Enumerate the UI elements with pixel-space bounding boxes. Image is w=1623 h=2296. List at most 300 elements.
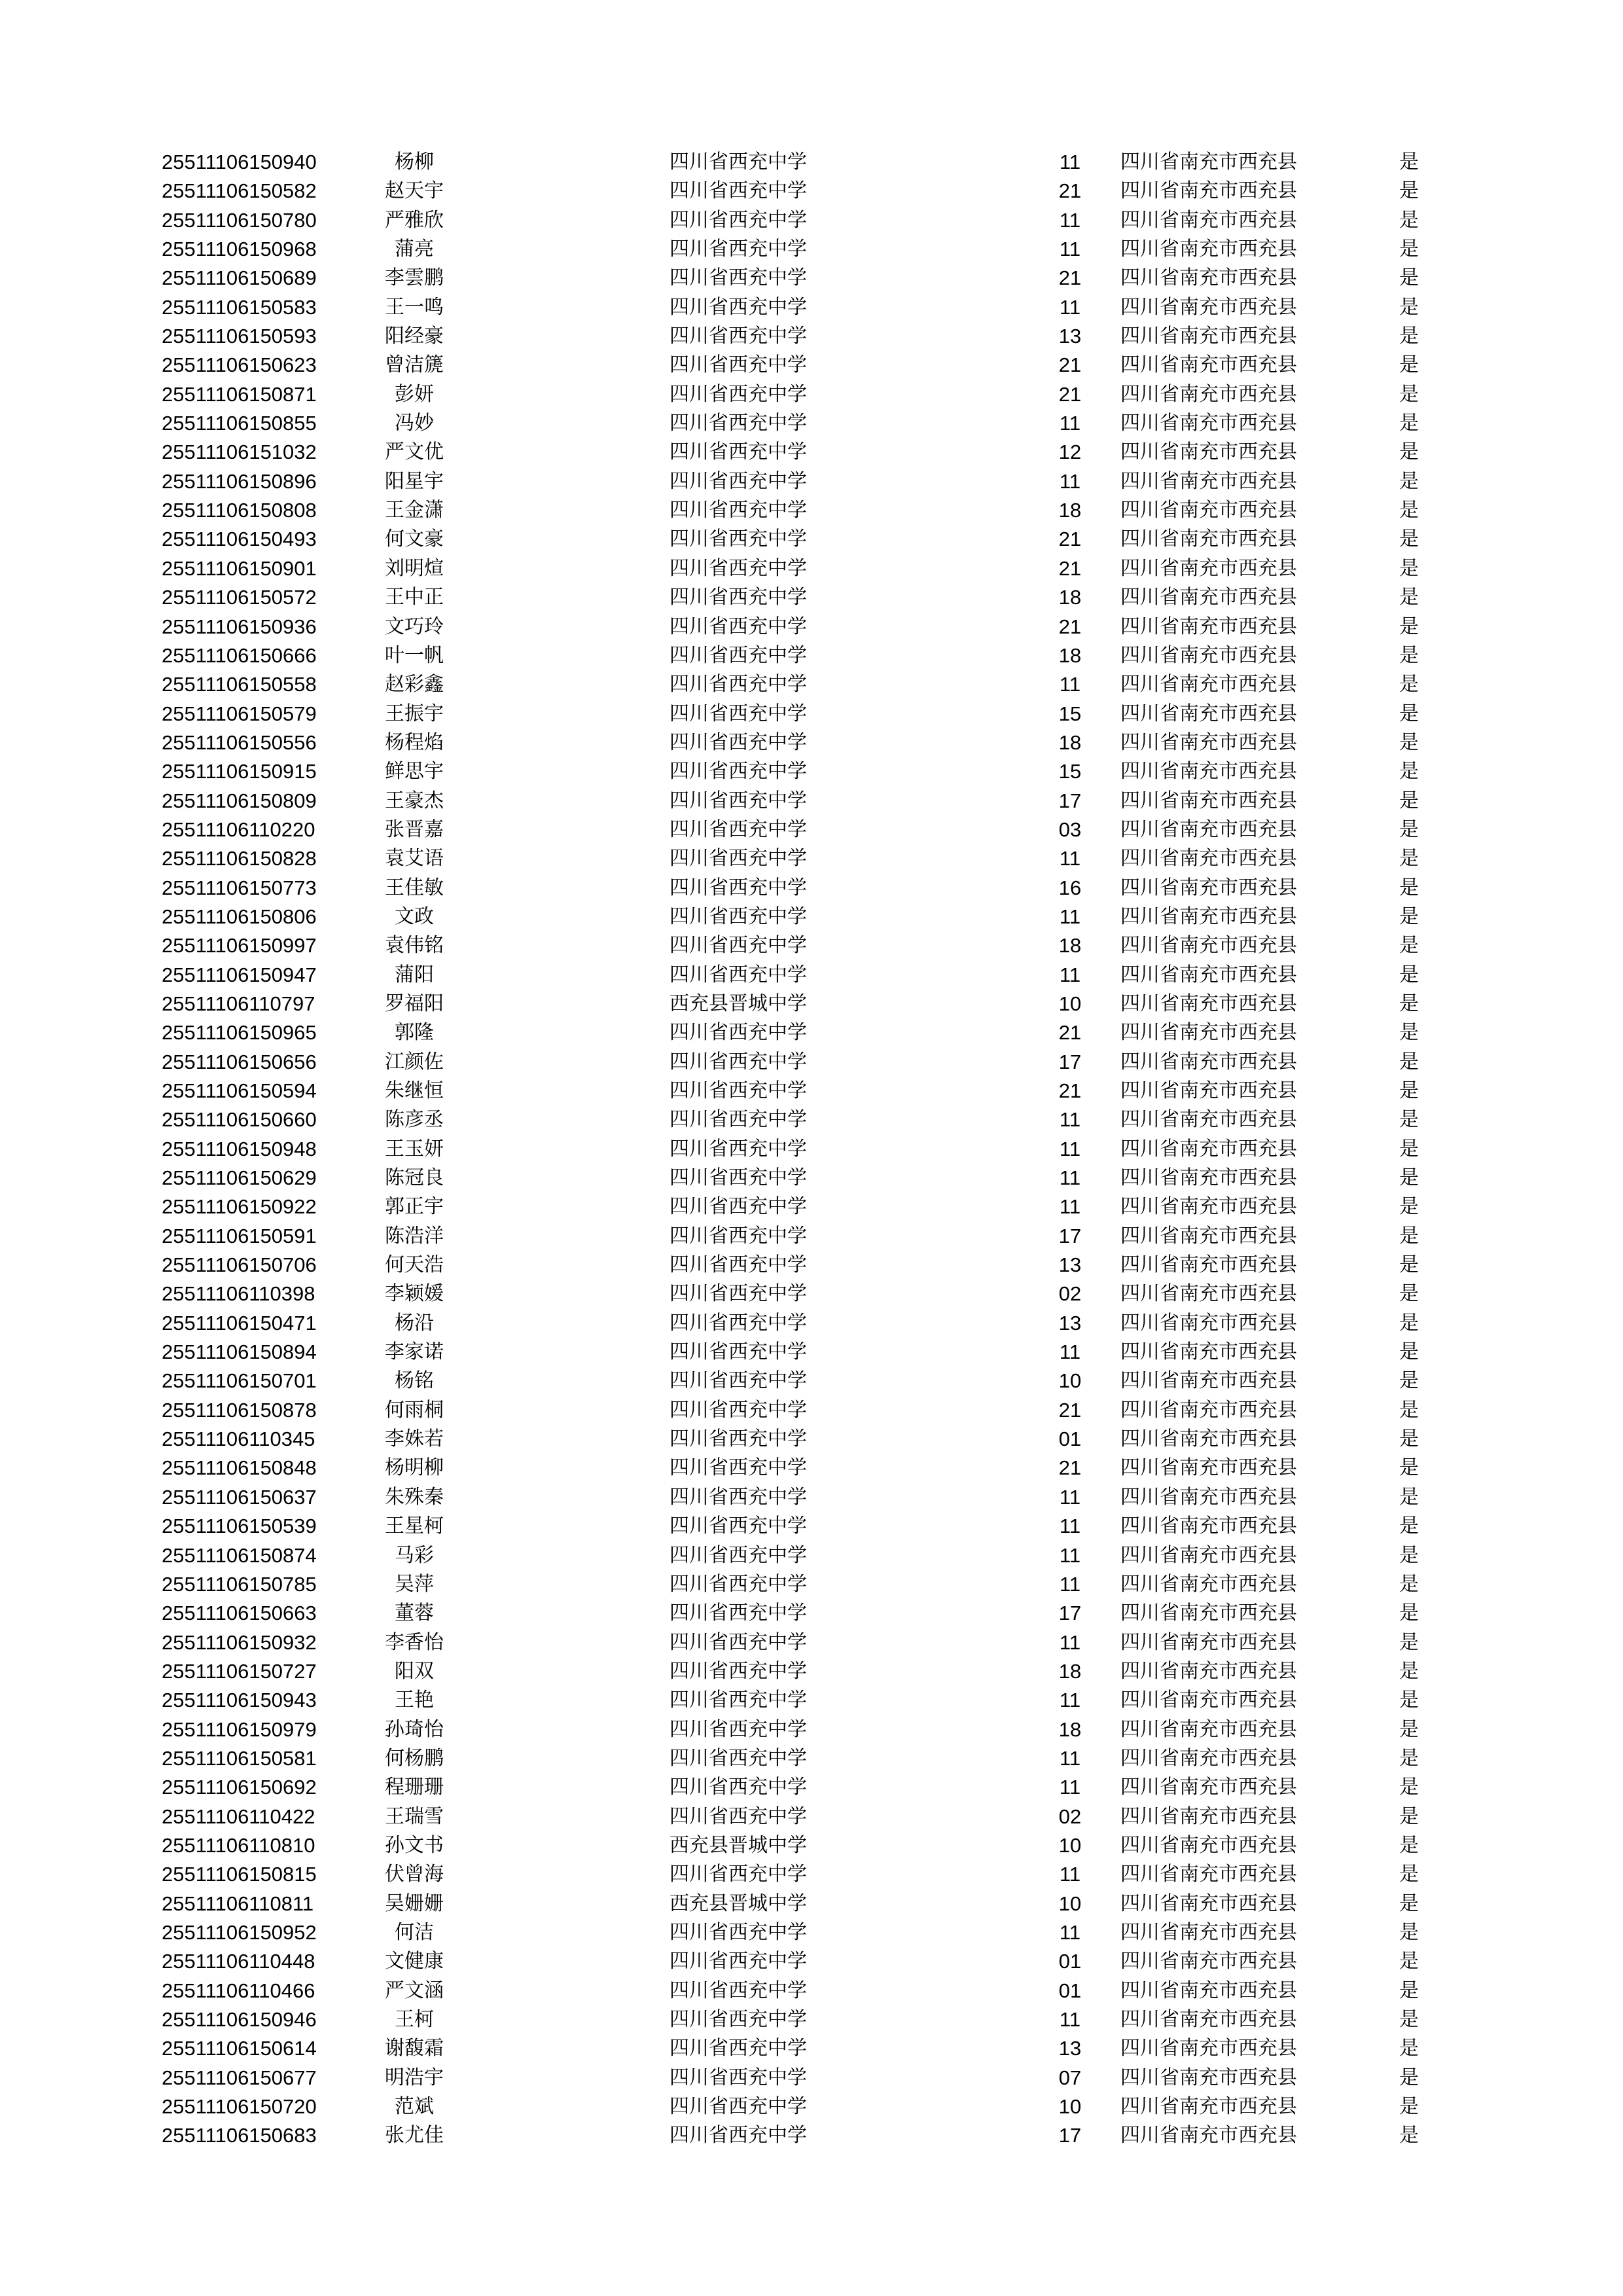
eligibility-flag-cell: 是 (1399, 789, 1419, 812)
exam-id-cell: 25511106150727 (162, 1659, 317, 1683)
exam-id-cell: 25511106151032 (162, 440, 317, 464)
region-cell: 四川省南充市西充县 (1120, 179, 1297, 203)
school-cell: 西充县晋城中学 (669, 1892, 807, 1915)
eligibility-flag-cell: 是 (1399, 1195, 1419, 1219)
category-code-cell: 21 (1058, 615, 1082, 638)
region-cell: 四川省南充市西充县 (1120, 1340, 1297, 1364)
region-cell: 四川省南充市西充县 (1120, 469, 1297, 493)
eligibility-flag-cell: 是 (1399, 353, 1419, 377)
eligibility-flag-cell: 是 (1399, 847, 1419, 870)
student-name-cell: 王瑞雪 (385, 1804, 444, 1828)
exam-id-cell: 25511106150614 (162, 2037, 317, 2060)
exam-id-cell: 25511106150773 (162, 876, 317, 899)
eligibility-flag-cell: 是 (1399, 151, 1419, 173)
eligibility-flag-cell: 是 (1399, 556, 1419, 580)
exam-id-cell: 25511106150637 (162, 1485, 317, 1509)
student-name-cell: 张晋嘉 (385, 817, 444, 841)
student-name-cell: 严文优 (385, 440, 444, 464)
exam-id-cell: 25511106150666 (162, 643, 317, 667)
eligibility-flag-cell: 是 (1399, 325, 1419, 348)
school-cell: 四川省西充中学 (669, 760, 807, 783)
exam-id-cell: 25511106150583 (162, 295, 317, 319)
table-row (0, 409, 1623, 438)
table-row (0, 148, 1623, 177)
region-cell: 四川省南充市西充县 (1120, 760, 1297, 783)
school-cell: 四川省西充中学 (669, 382, 807, 406)
student-name-cell: 董蓉 (395, 1602, 434, 1625)
table-row (0, 1541, 1623, 1570)
table-row (0, 1860, 1623, 1889)
region-cell: 四川省南充市西充县 (1120, 586, 1297, 609)
table-row (0, 1599, 1623, 1628)
eligibility-flag-cell: 是 (1399, 266, 1419, 290)
eligibility-flag-cell: 是 (1399, 586, 1419, 609)
eligibility-flag-cell: 是 (1399, 963, 1419, 986)
exam-id-cell: 25511106150894 (162, 1340, 317, 1364)
region-cell: 四川省南充市西充县 (1120, 1833, 1297, 1857)
eligibility-flag-cell: 是 (1399, 730, 1419, 754)
student-name-cell: 李颖媛 (385, 1282, 444, 1306)
school-cell: 四川省西充中学 (669, 1979, 807, 2002)
table-row (0, 2064, 1623, 2092)
table-row (0, 670, 1623, 699)
region-cell: 四川省南充市西充县 (1120, 1050, 1297, 1073)
eligibility-flag-cell: 是 (1399, 1050, 1419, 1073)
table-row (0, 583, 1623, 612)
school-cell: 四川省西充中学 (669, 499, 807, 522)
table-row (0, 1077, 1623, 1105)
category-code-cell: 01 (1058, 1950, 1082, 1973)
exam-id-cell: 25511106150943 (162, 1689, 317, 1712)
region-cell: 四川省南充市西充县 (1120, 1137, 1297, 1160)
exam-id-cell: 25511106150932 (162, 1630, 317, 1654)
eligibility-flag-cell: 是 (1399, 1717, 1419, 1741)
exam-id-cell: 25511106150656 (162, 1050, 317, 1073)
region-cell: 四川省南充市西充县 (1120, 1979, 1297, 2002)
region-cell: 四川省南充市西充县 (1120, 847, 1297, 870)
region-cell: 四川省南充市西充县 (1120, 556, 1297, 580)
region-cell: 四川省南充市西充县 (1120, 1485, 1297, 1509)
student-name-cell: 严文涵 (385, 1979, 444, 2002)
school-cell: 四川省西充中学 (669, 1515, 807, 1538)
exam-id-cell: 25511106110797 (162, 992, 315, 1015)
school-cell: 四川省西充中学 (669, 1050, 807, 1073)
category-code-cell: 11 (1059, 1689, 1081, 1712)
table-row (0, 1744, 1623, 1773)
region-cell: 四川省南充市西充县 (1120, 1602, 1297, 1625)
region-cell: 四川省南充市西充县 (1120, 1746, 1297, 1770)
category-code-cell: 11 (1059, 412, 1081, 435)
table-row (0, 1512, 1623, 1541)
region-cell: 四川省南充市西充县 (1120, 992, 1297, 1015)
student-name-cell: 蒲亮 (395, 238, 434, 261)
exam-id-cell: 25511106110810 (162, 1833, 315, 1857)
eligibility-flag-cell: 是 (1399, 1398, 1419, 1422)
category-code-cell: 21 (1058, 382, 1082, 406)
exam-id-cell: 25511106150706 (162, 1253, 317, 1277)
exam-id-cell: 25511106150871 (162, 382, 317, 406)
table-row (0, 2005, 1623, 2034)
eligibility-flag-cell: 是 (1399, 615, 1419, 638)
table-row (0, 264, 1623, 293)
table-row (0, 787, 1623, 816)
school-cell: 四川省西充中学 (669, 1079, 807, 1102)
exam-id-cell: 25511106150855 (162, 412, 317, 435)
eligibility-flag-cell: 是 (1399, 1108, 1419, 1132)
student-name-cell: 朱继恒 (385, 1079, 444, 1102)
eligibility-flag-cell: 是 (1399, 1079, 1419, 1102)
region-cell: 四川省南充市西充县 (1120, 1950, 1297, 1973)
student-name-cell: 王佳敏 (385, 876, 444, 899)
category-code-cell: 17 (1058, 1224, 1082, 1247)
region-cell: 四川省南充市西充县 (1120, 1311, 1297, 1335)
exam-id-cell: 25511106150809 (162, 789, 317, 812)
school-cell: 四川省西充中学 (669, 847, 807, 870)
student-name-cell: 陈冠良 (385, 1166, 444, 1190)
eligibility-flag-cell: 是 (1399, 2095, 1419, 2119)
eligibility-flag-cell: 是 (1399, 1689, 1419, 1712)
exam-id-cell: 25511106110220 (162, 817, 315, 841)
eligibility-flag-cell: 是 (1399, 1224, 1419, 1247)
exam-id-cell: 25511106150968 (162, 238, 317, 261)
region-cell: 四川省南充市西充县 (1120, 1543, 1297, 1567)
category-code-cell: 11 (1059, 1137, 1081, 1160)
school-cell: 四川省西充中学 (669, 730, 807, 754)
student-name-cell: 阳经豪 (385, 325, 444, 348)
table-row (0, 961, 1623, 990)
exam-id-cell: 25511106150997 (162, 934, 317, 958)
table-row (0, 554, 1623, 583)
student-name-cell: 何文豪 (385, 528, 444, 551)
school-cell: 四川省西充中学 (669, 151, 807, 173)
school-cell: 四川省西充中学 (669, 1137, 807, 1160)
eligibility-flag-cell: 是 (1399, 528, 1419, 551)
school-cell: 四川省西充中学 (669, 1166, 807, 1190)
exam-id-cell: 25511106150556 (162, 730, 317, 754)
category-code-cell: 21 (1058, 266, 1082, 290)
exam-id-cell: 25511106150915 (162, 760, 317, 783)
exam-id-cell: 25511106150683 (162, 2124, 317, 2147)
region-cell: 四川省南充市西充县 (1120, 1456, 1297, 1480)
category-code-cell: 15 (1058, 760, 1082, 783)
region-cell: 四川省南充市西充县 (1120, 1804, 1297, 1828)
eligibility-flag-cell: 是 (1399, 1253, 1419, 1277)
school-cell: 四川省西充中学 (669, 1746, 807, 1770)
table-row (0, 700, 1623, 728)
exam-id-cell: 25511106150936 (162, 615, 317, 638)
student-name-cell: 阳双 (395, 1659, 434, 1683)
region-cell: 四川省南充市西充县 (1120, 2037, 1297, 2060)
school-cell: 四川省西充中学 (669, 1340, 807, 1364)
table-row (0, 844, 1623, 873)
table-row (0, 874, 1623, 903)
region-cell: 四川省南充市西充县 (1120, 208, 1297, 232)
school-cell: 四川省西充中学 (669, 817, 807, 841)
eligibility-flag-cell: 是 (1399, 876, 1419, 899)
exam-id-cell: 25511106150948 (162, 1137, 317, 1160)
school-cell: 四川省西充中学 (669, 1630, 807, 1654)
student-name-cell: 冯妙 (395, 412, 434, 435)
category-code-cell: 01 (1058, 1979, 1082, 2002)
category-code-cell: 11 (1059, 1920, 1081, 1944)
school-cell: 四川省西充中学 (669, 1311, 807, 1335)
table-row (0, 467, 1623, 496)
exam-id-cell: 25511106150808 (162, 499, 317, 522)
category-code-cell: 21 (1058, 556, 1082, 580)
school-cell: 四川省西充中学 (669, 469, 807, 493)
category-code-cell: 10 (1058, 1369, 1082, 1393)
school-cell: 四川省西充中学 (669, 2095, 807, 2119)
category-code-cell: 21 (1058, 1456, 1082, 1480)
region-cell: 四川省南充市西充县 (1120, 1630, 1297, 1654)
table-row (0, 1105, 1623, 1134)
school-cell: 四川省西充中学 (669, 1863, 807, 1886)
eligibility-flag-cell: 是 (1399, 1515, 1419, 1538)
student-name-cell: 王中正 (385, 586, 444, 609)
table-row (0, 1947, 1623, 1976)
school-cell: 四川省西充中学 (669, 934, 807, 958)
student-name-cell: 王艳 (395, 1689, 434, 1712)
school-cell: 四川省西充中学 (669, 1456, 807, 1480)
student-name-cell: 鲜思宇 (385, 760, 444, 783)
student-name-cell: 孙文书 (385, 1833, 444, 1857)
eligibility-flag-cell: 是 (1399, 179, 1419, 203)
eligibility-flag-cell: 是 (1399, 382, 1419, 406)
category-code-cell: 11 (1059, 151, 1081, 173)
region-cell: 四川省南充市西充县 (1120, 2008, 1297, 2031)
exam-id-cell: 25511106150558 (162, 673, 317, 696)
category-code-cell: 03 (1058, 817, 1082, 841)
table-row (0, 1803, 1623, 1831)
school-cell: 西充县晋城中学 (669, 1833, 807, 1857)
student-name-cell: 王振宇 (385, 702, 444, 725)
school-cell: 四川省西充中学 (669, 963, 807, 986)
exam-id-cell: 25511106150593 (162, 325, 317, 348)
category-code-cell: 11 (1059, 208, 1081, 232)
category-code-cell: 13 (1058, 1253, 1082, 1277)
region-cell: 四川省南充市西充县 (1120, 1515, 1297, 1538)
student-name-cell: 陈浩洋 (385, 1224, 444, 1247)
table-row (0, 1135, 1623, 1164)
exam-id-cell: 25511106150940 (162, 151, 317, 173)
school-cell: 四川省西充中学 (669, 789, 807, 812)
table-row (0, 438, 1623, 467)
student-name-cell: 严雅欣 (385, 208, 444, 232)
school-cell: 四川省西充中学 (669, 1485, 807, 1509)
student-name-cell: 刘明煊 (385, 556, 444, 580)
school-cell: 四川省西充中学 (669, 1282, 807, 1306)
exam-id-cell: 25511106150874 (162, 1543, 317, 1567)
student-name-cell: 马彩 (395, 1543, 434, 1567)
exam-id-cell: 25511106150785 (162, 1572, 317, 1596)
category-code-cell: 13 (1058, 325, 1082, 348)
table-row (0, 235, 1623, 264)
exam-id-cell: 25511106150952 (162, 1920, 317, 1944)
category-code-cell: 10 (1058, 1892, 1082, 1915)
school-cell: 四川省西充中学 (669, 1717, 807, 1741)
category-code-cell: 17 (1058, 1602, 1082, 1625)
eligibility-flag-cell: 是 (1399, 499, 1419, 522)
table-row (0, 1280, 1623, 1308)
table-row (0, 903, 1623, 931)
eligibility-flag-cell: 是 (1399, 238, 1419, 261)
student-name-cell: 王玉妍 (385, 1137, 444, 1160)
school-cell: 四川省西充中学 (669, 266, 807, 290)
eligibility-flag-cell: 是 (1399, 673, 1419, 696)
student-name-cell: 赵天宇 (385, 179, 444, 203)
school-cell: 四川省西充中学 (669, 1398, 807, 1422)
school-cell: 四川省西充中学 (669, 528, 807, 551)
region-cell: 四川省南充市西充县 (1120, 1776, 1297, 1799)
category-code-cell: 15 (1058, 702, 1082, 725)
region-cell: 四川省南充市西充县 (1120, 1892, 1297, 1915)
student-name-cell: 何雨桐 (385, 1398, 444, 1422)
school-cell: 四川省西充中学 (669, 702, 807, 725)
student-name-cell: 蒲阳 (395, 963, 434, 986)
eligibility-flag-cell: 是 (1399, 2037, 1419, 2060)
region-cell: 四川省南充市西充县 (1120, 730, 1297, 754)
table-row (0, 351, 1623, 380)
student-name-cell: 王星柯 (385, 1515, 444, 1538)
exam-id-cell: 25511106150965 (162, 1021, 317, 1045)
school-cell: 四川省西充中学 (669, 1224, 807, 1247)
category-code-cell: 02 (1058, 1804, 1082, 1828)
region-cell: 四川省南充市西充县 (1120, 934, 1297, 958)
student-name-cell: 叶一帆 (385, 643, 444, 667)
school-cell: 四川省西充中学 (669, 238, 807, 261)
category-code-cell: 10 (1058, 992, 1082, 1015)
eligibility-flag-cell: 是 (1399, 2008, 1419, 2031)
school-cell: 四川省西充中学 (669, 440, 807, 464)
category-code-cell: 11 (1059, 2008, 1081, 2031)
category-code-cell: 11 (1059, 1863, 1081, 1886)
exam-id-cell: 25511106150828 (162, 847, 317, 870)
category-code-cell: 18 (1058, 586, 1082, 609)
school-cell: 四川省西充中学 (669, 2124, 807, 2147)
table-row (0, 728, 1623, 757)
student-name-cell: 杨柳 (395, 151, 434, 173)
category-code-cell: 11 (1059, 295, 1081, 319)
school-cell: 四川省西充中学 (669, 1659, 807, 1683)
school-cell: 四川省西充中学 (669, 295, 807, 319)
exam-id-cell: 25511106150591 (162, 1224, 317, 1247)
eligibility-flag-cell: 是 (1399, 992, 1419, 1015)
school-cell: 四川省西充中学 (669, 1543, 807, 1567)
school-cell: 四川省西充中学 (669, 1427, 807, 1451)
student-name-cell: 王一鸣 (385, 295, 444, 319)
region-cell: 四川省南充市西充县 (1120, 1689, 1297, 1712)
category-code-cell: 17 (1058, 2124, 1082, 2147)
eligibility-flag-cell: 是 (1399, 440, 1419, 464)
student-name-cell: 李香怡 (385, 1630, 444, 1654)
student-name-cell: 杨明柳 (385, 1456, 444, 1480)
exam-id-cell: 25511106150947 (162, 963, 317, 986)
table-row (0, 2034, 1623, 2063)
exam-id-cell: 25511106150677 (162, 2066, 317, 2089)
eligibility-flag-cell: 是 (1399, 1456, 1419, 1480)
region-cell: 四川省南充市西充县 (1120, 1920, 1297, 1944)
category-code-cell: 10 (1058, 1833, 1082, 1857)
eligibility-flag-cell: 是 (1399, 1369, 1419, 1393)
eligibility-flag-cell: 是 (1399, 208, 1419, 232)
exam-id-cell: 25511106150806 (162, 905, 317, 928)
table-row (0, 177, 1623, 206)
school-cell: 四川省西充中学 (669, 1689, 807, 1712)
exam-id-cell: 25511106150539 (162, 1515, 317, 1538)
category-code-cell: 18 (1058, 934, 1082, 958)
category-code-cell: 11 (1059, 1195, 1081, 1219)
student-name-cell: 文巧玲 (385, 615, 444, 638)
student-name-cell: 彭妍 (395, 382, 434, 406)
eligibility-flag-cell: 是 (1399, 1804, 1419, 1828)
exam-id-cell: 25511106110398 (162, 1282, 315, 1306)
category-code-cell: 11 (1059, 1515, 1081, 1538)
category-code-cell: 18 (1058, 1659, 1082, 1683)
category-code-cell: 02 (1058, 1282, 1082, 1306)
school-cell: 四川省西充中学 (669, 1804, 807, 1828)
table-row (0, 1918, 1623, 1947)
category-code-cell: 16 (1058, 876, 1082, 899)
category-code-cell: 21 (1058, 1079, 1082, 1102)
student-name-cell: 杨程焰 (385, 730, 444, 754)
exam-id-cell: 25511106150663 (162, 1602, 317, 1625)
student-name-cell: 伏曾海 (385, 1863, 444, 1886)
exam-id-cell: 25511106150594 (162, 1079, 317, 1102)
region-cell: 四川省南充市西充县 (1120, 412, 1297, 435)
table-row (0, 2121, 1623, 2150)
student-name-cell: 程珊珊 (385, 1776, 444, 1799)
eligibility-flag-cell: 是 (1399, 1776, 1419, 1799)
school-cell: 四川省西充中学 (669, 586, 807, 609)
student-name-cell: 李家诺 (385, 1340, 444, 1364)
school-cell: 四川省西充中学 (669, 1369, 807, 1393)
category-code-cell: 11 (1059, 1630, 1081, 1654)
category-code-cell: 11 (1059, 1166, 1081, 1190)
table-row (0, 757, 1623, 786)
eligibility-flag-cell: 是 (1399, 760, 1419, 783)
exam-id-cell: 25511106150581 (162, 1746, 317, 1770)
region-cell: 四川省南充市西充县 (1120, 440, 1297, 464)
category-code-cell: 11 (1059, 905, 1081, 928)
region-cell: 四川省南充市西充县 (1120, 238, 1297, 261)
region-cell: 四川省南充市西充县 (1120, 643, 1297, 667)
table-row (0, 1890, 1623, 1918)
school-cell: 四川省西充中学 (669, 412, 807, 435)
table-row (0, 1396, 1623, 1425)
eligibility-flag-cell: 是 (1399, 1572, 1419, 1596)
student-name-cell: 吴姗姗 (385, 1892, 444, 1915)
table-row (0, 816, 1623, 844)
student-name-cell: 谢馥霜 (385, 2037, 444, 2060)
exam-id-cell: 25511106150922 (162, 1195, 317, 1219)
region-cell: 四川省南充市西充县 (1120, 528, 1297, 551)
eligibility-flag-cell: 是 (1399, 1833, 1419, 1857)
eligibility-flag-cell: 是 (1399, 1166, 1419, 1190)
region-cell: 四川省南充市西充县 (1120, 353, 1297, 377)
category-code-cell: 13 (1058, 1311, 1082, 1335)
exam-id-cell: 25511106150896 (162, 469, 317, 493)
table-row (0, 2092, 1623, 2121)
region-cell: 四川省南充市西充县 (1120, 1717, 1297, 1741)
school-cell: 四川省西充中学 (669, 179, 807, 203)
region-cell: 四川省南充市西充县 (1120, 963, 1297, 986)
region-cell: 四川省南充市西充县 (1120, 1079, 1297, 1102)
exam-id-cell: 25511106150572 (162, 586, 317, 609)
student-name-cell: 赵彩鑫 (385, 673, 444, 696)
eligibility-flag-cell: 是 (1399, 1340, 1419, 1364)
table-row (0, 1657, 1623, 1686)
category-code-cell: 11 (1059, 1108, 1081, 1132)
